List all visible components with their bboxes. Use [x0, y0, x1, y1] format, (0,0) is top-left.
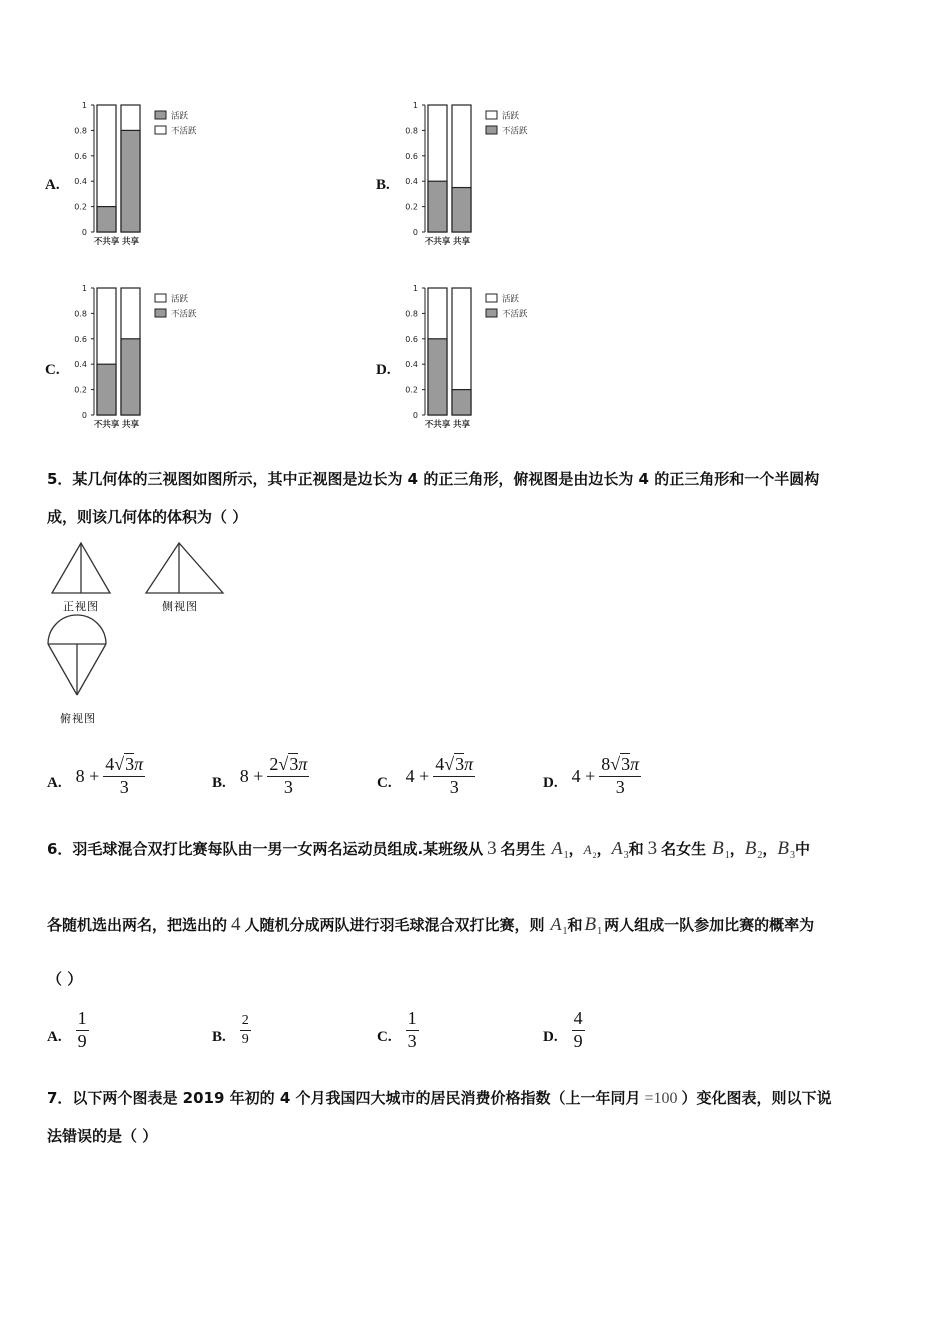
option-letter: D. — [376, 362, 391, 378]
denominator: 3 — [449, 776, 459, 797]
bar-lower — [121, 130, 140, 232]
text-run: 中 — [795, 840, 811, 858]
numerator-radicand: 3 — [455, 753, 465, 774]
math-var: $B_2$ — [744, 838, 763, 861]
y-tick-label: 0.2 — [405, 385, 418, 395]
text-run: 名女生 — [661, 840, 707, 858]
legend-label: 活跃 — [171, 294, 189, 305]
q5-option-c[interactable] — [377, 750, 475, 802]
y-tick-label: 0 — [81, 228, 87, 237]
text-run: 人随机分成两队进行羽毛球混合双打比赛，则 — [244, 916, 545, 934]
y-tick-label: 0.4 — [74, 177, 87, 187]
q5-option-a[interactable] — [47, 750, 145, 802]
text-run: ， — [729, 840, 745, 858]
x-category-label: 共享 — [452, 237, 471, 247]
option-prefix: 4 + — [405, 765, 430, 786]
denominator: 3 — [283, 776, 293, 797]
option-fraction — [572, 1009, 585, 1052]
y-tick-label: 0 — [81, 411, 87, 420]
y-tick-label: 1 — [81, 284, 87, 293]
y-tick-label: 0.4 — [405, 177, 418, 187]
y-tick-label: 0.6 — [74, 334, 87, 344]
front-view — [52, 543, 110, 593]
numerator-coef: 4 — [105, 753, 115, 774]
text-run: ）变化图表，则以下说 — [681, 1089, 832, 1107]
denominator: 9 — [77, 1030, 87, 1051]
legend-swatch — [155, 111, 166, 119]
legend-label: 不活跃 — [502, 126, 528, 137]
option-letter: B. — [212, 1028, 226, 1045]
x-category-label: 共享 — [452, 420, 471, 430]
legend-label: 不活跃 — [171, 126, 197, 137]
option-letter: D. — [543, 774, 558, 791]
text-run: 6．羽毛球混合双打比赛每队由一男一女两名运动员组成.某班级从 — [47, 840, 484, 858]
y-tick-label: 1 — [412, 284, 418, 293]
numerator: 4 — [572, 1009, 585, 1031]
bar-lower — [97, 364, 116, 415]
y-tick-label: 0.4 — [405, 360, 418, 370]
text-run: 两人组成一队参加比赛的概率为 — [604, 916, 815, 934]
q4-chart-b — [403, 95, 578, 255]
option-letter: D. — [543, 1028, 558, 1045]
legend-label: 活跃 — [502, 294, 520, 305]
legend-swatch — [486, 294, 497, 302]
option-prefix: 8 + — [75, 765, 100, 786]
option-letter: B. — [212, 774, 226, 791]
math-var: $B_1$ — [712, 838, 730, 861]
option-fraction: $\frac{4√3\pi}{3}$ — [435, 753, 474, 797]
legend-swatch — [486, 309, 497, 317]
denominator: 9 — [573, 1030, 583, 1051]
option-prefix: 4 + — [571, 765, 596, 786]
bar-lower — [428, 181, 447, 232]
q4-chart-a — [72, 95, 247, 255]
text-run: ， — [596, 840, 612, 858]
y-tick-label: 1 — [412, 101, 418, 110]
q4-chart-d — [403, 278, 578, 438]
bar-lower — [452, 390, 471, 415]
q6-option-a[interactable] — [47, 1005, 89, 1055]
y-tick-label: 0.8 — [405, 126, 418, 136]
front-view-label: 正视图 — [63, 600, 99, 613]
text-run: 各随机选出两名，把选出的 — [47, 916, 228, 934]
numerator-pi: π — [134, 753, 144, 774]
y-tick-label: 1 — [81, 101, 87, 110]
numerator-radicand: 3 — [125, 753, 135, 774]
y-tick-label: 0.6 — [405, 151, 418, 161]
math-number: 4 — [231, 914, 241, 935]
three-view-figure — [40, 535, 240, 730]
y-tick-label: 0 — [412, 411, 418, 420]
y-tick-label: 0 — [412, 228, 418, 237]
denominator: 3 — [615, 776, 625, 797]
q6-text-line2 — [47, 914, 814, 938]
math-var: $B_3$ — [777, 838, 796, 861]
math-expression: =100 — [644, 1090, 678, 1107]
bar-lower — [452, 188, 471, 232]
q5-option-d[interactable] — [543, 750, 641, 802]
numerator-coef: 8 — [601, 753, 611, 774]
numerator-radicand: 3 — [621, 753, 631, 774]
option-letter: C. — [45, 362, 60, 378]
q5-text-line1: 5．某几何体的三视图如图所示，其中正视图是边长为 4 的正三角形，俯视图是由边长为 4 的正三角形和一个半圆构 — [47, 470, 820, 488]
option-fraction — [76, 1009, 89, 1052]
option-fraction: $\frac{2√3\pi}{3}$ — [269, 753, 308, 797]
denominator: 3 — [407, 1030, 417, 1051]
option-letter: A. — [47, 1028, 62, 1045]
option-letter: C. — [377, 774, 392, 791]
y-tick-label: 0.6 — [74, 151, 87, 161]
y-tick-label: 0.8 — [74, 126, 87, 136]
numerator-pi: π — [464, 753, 474, 774]
text-run: 名男生 — [500, 840, 546, 858]
y-tick-label: 0.6 — [405, 334, 418, 344]
option-letter: B. — [376, 177, 390, 193]
x-category-label: 共享 — [121, 420, 140, 430]
q6-text-line1 — [47, 838, 810, 862]
legend-swatch — [486, 126, 497, 134]
x-category-label: 不共享 — [93, 237, 120, 247]
q5-text-line2: 成，则该几何体的体积为（ ） — [47, 508, 248, 526]
text-run: ， — [568, 840, 584, 858]
y-tick-label: 0.8 — [405, 309, 418, 319]
option-fraction: $\frac{4√3\pi}{3}$ — [105, 753, 144, 797]
q5-option-b[interactable] — [212, 750, 309, 802]
option-letter: A. — [47, 774, 62, 791]
legend-label: 不活跃 — [171, 309, 197, 320]
numerator-pi: π — [298, 753, 308, 774]
bar-lower — [428, 339, 447, 415]
math-var: $A_2$ — [583, 842, 597, 860]
side-view-label: 侧视图 — [162, 600, 198, 613]
math-var: $B_1$ — [584, 914, 603, 937]
option-fraction — [240, 1013, 251, 1047]
text-run: ， — [762, 840, 778, 858]
denominator: 3 — [119, 776, 129, 797]
y-tick-label: 0.4 — [74, 360, 87, 370]
text-run: 和 — [567, 916, 583, 934]
math-var: $A_1$ — [550, 914, 568, 937]
numerator: 2 — [240, 1013, 251, 1030]
option-prefix: 8 + — [239, 765, 264, 786]
y-tick-label: 0.2 — [74, 385, 87, 395]
y-tick-label: 0.2 — [405, 202, 418, 212]
q6-option-c[interactable] — [377, 1005, 419, 1055]
numerator-pi: π — [630, 753, 640, 774]
top-view — [48, 615, 106, 695]
bar-lower — [121, 339, 140, 415]
numerator: 1 — [406, 1009, 419, 1031]
legend-swatch — [155, 294, 166, 302]
text-run: 和 — [628, 840, 644, 858]
option-fraction — [406, 1009, 419, 1052]
numerator-coef: 4 — [435, 753, 445, 774]
q4-chart-c — [72, 278, 247, 438]
math-var: $A_3$ — [611, 838, 629, 861]
math-number: 3 — [647, 838, 658, 859]
legend-label: 不活跃 — [502, 309, 528, 320]
q7-text-line1 — [47, 1089, 832, 1108]
math-var: $A_1$ — [551, 838, 569, 861]
text-run: 7．以下两个图表是 2019 年初的 4 个月我国四大城市的居民消费价格指数（上一年同月 — [47, 1089, 641, 1107]
option-letter: C. — [377, 1028, 392, 1045]
legend-swatch — [155, 126, 166, 134]
y-tick-label: 0.2 — [74, 202, 87, 212]
y-tick-label: 0.8 — [74, 309, 87, 319]
x-category-label: 不共享 — [93, 420, 120, 430]
numerator-radicand: 3 — [289, 753, 299, 774]
q6-option-b[interactable] — [212, 1005, 251, 1055]
numerator: 1 — [76, 1009, 89, 1031]
legend-swatch — [486, 111, 497, 119]
side-view — [146, 543, 223, 593]
legend-label: 活跃 — [502, 111, 520, 122]
legend-swatch — [155, 309, 166, 317]
option-letter: A. — [45, 177, 60, 193]
denominator: 9 — [241, 1031, 249, 1047]
bar-lower — [97, 207, 116, 232]
numerator-coef: 2 — [269, 753, 279, 774]
math-number: 3 — [487, 838, 497, 859]
legend-label: 活跃 — [171, 111, 189, 122]
q6-text-line3: （ ） — [47, 970, 83, 988]
x-category-label: 不共享 — [424, 420, 451, 430]
x-category-label: 不共享 — [424, 237, 451, 247]
q6-option-d[interactable] — [543, 1005, 585, 1055]
option-fraction: $\frac{8√3\pi}{3}$ — [601, 753, 640, 797]
q7-text-line2: 法错误的是（ ） — [47, 1127, 158, 1145]
x-category-label: 共享 — [121, 237, 140, 247]
top-view-label: 俯视图 — [60, 712, 96, 725]
